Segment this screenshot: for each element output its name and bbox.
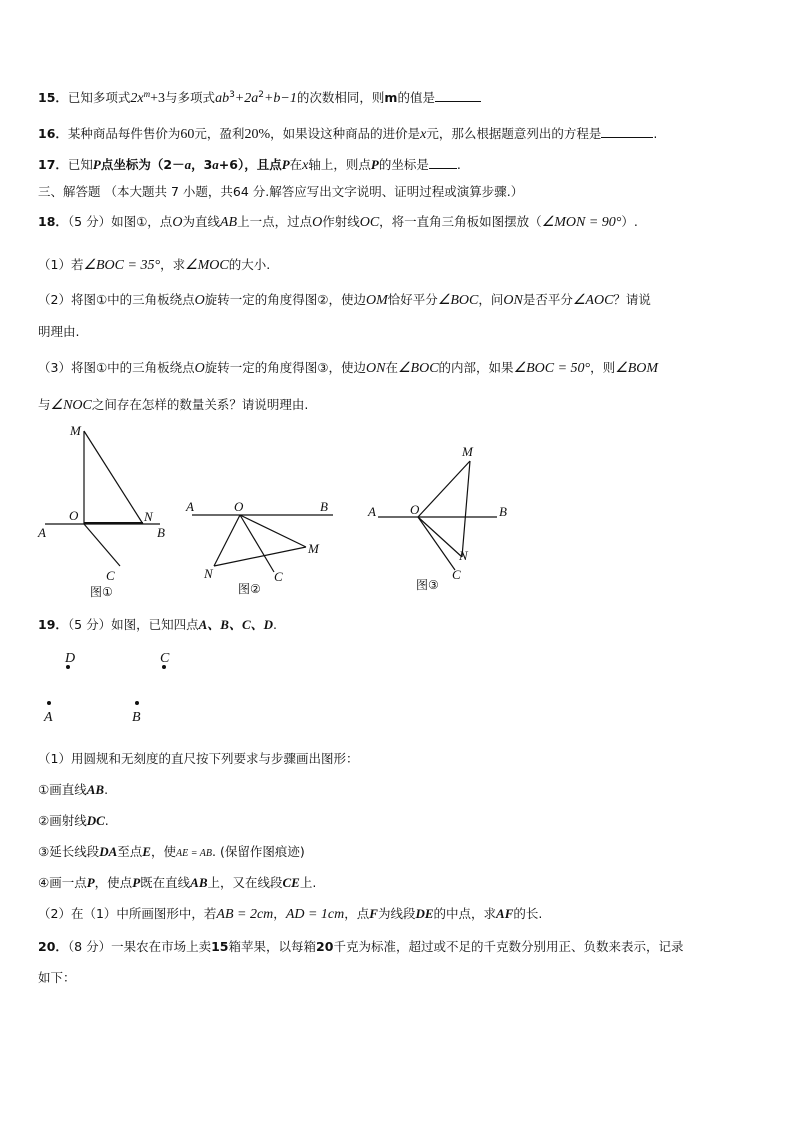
q17-x: x	[302, 158, 309, 173]
q19-s4g: . (保留作图痕迹)	[212, 844, 305, 859]
q18-part-2	[38, 290, 651, 309]
q18-p2-e: 是否平分	[522, 292, 573, 307]
q20-text-2: 箱苹果，以每箱	[228, 939, 317, 954]
q18-p3-d: 的内部，如果	[438, 360, 514, 375]
q19-s5e: 既在直线	[140, 875, 191, 890]
fig3-label-n: N	[459, 548, 468, 563]
q19-s5b: P	[86, 875, 95, 890]
q18-part-3-cont	[38, 395, 308, 414]
q18-angle-bom: ∠BOM	[615, 361, 659, 376]
q15-m: m	[384, 90, 398, 105]
q15-exp3: 3	[229, 89, 235, 100]
q18-p3-g: 之间存在怎样的数量关系？请说明理由.	[91, 397, 309, 412]
q17-P: P	[92, 157, 101, 172]
q18-score: （5 分）	[67, 214, 112, 229]
q18-number: 18．	[38, 214, 68, 229]
q19-s6a: （2）在（1）中所画图形中，若	[38, 906, 217, 921]
q18-p2-b: 旋转一定的角度得图②，使边	[204, 292, 367, 307]
q18-angle-boc50: ∠BOC = 50°	[513, 361, 591, 376]
q19-part-2	[38, 904, 542, 923]
q15-text-2: 与多项式	[165, 90, 216, 105]
q20-text-1: 一果农在市场上卖	[111, 939, 212, 954]
q19-s2a: ①画直线	[38, 782, 87, 797]
q17-answer-blank[interactable]	[429, 168, 457, 169]
q18-p3-c: 在	[385, 360, 398, 375]
q18-text-1: 如图①，点	[111, 214, 173, 229]
fig1-label-o: O	[69, 508, 79, 523]
q20-number: 20．	[38, 939, 68, 954]
q19-points: A、B、C、D	[198, 617, 274, 632]
q18-p3-e: ，则	[590, 360, 616, 375]
q16-text-3: ，如果设这种商品的进价是	[270, 126, 421, 141]
fig2-side-nm	[214, 547, 306, 566]
q19-step-2	[38, 780, 108, 798]
fig3-label-a: A	[368, 504, 376, 519]
q20-n20: 20	[316, 939, 334, 954]
q16-price: 60	[180, 127, 195, 142]
q17-text-6: 轴上，则点	[308, 157, 371, 172]
q18-O2: O	[312, 215, 323, 230]
fig2-label-b: B	[320, 499, 328, 514]
section-3-text: 三、解答题 （本大题共 7 小题，共64 分.解答应写出文字说明、证明过程或演算步骤.）	[38, 184, 524, 199]
q16-rate: 20%	[244, 127, 271, 142]
q17-text-1: 已知	[67, 157, 93, 172]
q19-s1: （1）用圆规和无刻度的直尺按下列要求与步骤画出图形：	[38, 751, 359, 766]
q15-answer-blank[interactable]	[435, 101, 481, 102]
point-b	[135, 701, 139, 705]
q15-text-4: 的值是	[397, 90, 435, 105]
fig3-label-b: B	[499, 504, 507, 519]
fig2-label-n: N	[204, 566, 213, 581]
fig1-ray-oc	[84, 524, 120, 566]
q19-s4d: E	[142, 844, 151, 859]
q17-text-5: 在	[289, 157, 303, 172]
q18-part-1	[38, 255, 270, 274]
q19-s6f: F	[369, 906, 378, 921]
q16-tail: .	[653, 126, 658, 141]
point-c-label: C	[160, 651, 170, 666]
fig3-side-on	[418, 517, 462, 557]
q18-O3: O	[194, 293, 205, 308]
section-3-heading	[38, 182, 523, 200]
q19-step-3	[38, 811, 109, 829]
q18-text-4: 作射线	[322, 214, 360, 229]
q16-text-4: 元，那么根据题意列出的方程是	[426, 126, 602, 141]
q18-p2-c: 恰好平分	[387, 292, 438, 307]
fig3-label-o: O	[410, 502, 420, 517]
q15-poly2a: ab	[215, 91, 230, 106]
q18-part-3	[38, 358, 658, 377]
q18-p1-a: （1）若	[38, 257, 84, 272]
q19-s6j: AF	[496, 906, 514, 921]
q17-tail: .	[456, 157, 461, 172]
q17-text-7: 的坐标是	[378, 157, 429, 172]
fig2-label-m: M	[308, 541, 319, 556]
q15-text-1: 已知多项式	[67, 90, 131, 105]
q17-text-3: ，3	[191, 157, 213, 172]
q18-angle-noc: ∠NOC	[50, 398, 92, 413]
q18-p2-d: ，问	[478, 292, 504, 307]
q17-P2: P	[281, 157, 290, 172]
question-20-cont	[38, 968, 76, 986]
fig1-label-b: B	[157, 525, 165, 540]
q19-s5i: 上.	[299, 875, 317, 890]
q19-s6g: 为线段	[377, 906, 416, 921]
q19-s4f: AE = AB	[175, 848, 212, 859]
q18-O: O	[172, 215, 183, 230]
q18-p1-c: 的大小.	[228, 257, 271, 272]
q19-step-5	[38, 873, 316, 891]
question-18	[38, 212, 638, 231]
q19-s6b: AB = 2cm	[216, 907, 274, 922]
q18-angle-boc: ∠BOC	[437, 293, 479, 308]
q17-text-4: +6），且点	[218, 157, 282, 172]
q19-step-1	[38, 749, 358, 767]
q16-x: x	[420, 127, 427, 142]
q19-step-4	[38, 842, 305, 860]
q18-p3-b: 旋转一定的角度得图③，使边	[204, 360, 367, 375]
point-a-label: A	[44, 710, 53, 725]
q18-p2-a: （2）将图①中的三角板绕点	[38, 292, 195, 307]
q15-exp-m: m	[143, 88, 151, 99]
q19-s2c: .	[104, 782, 109, 797]
q18-p3-a: （3）将图①中的三角板绕点	[38, 360, 195, 375]
q15-number: 15．	[38, 90, 68, 105]
q20-text-3: 千克为标准，超过或不足的千克数分别用正、负数来表示，记录	[333, 939, 684, 954]
q19-s5a: ④画一点	[38, 875, 87, 890]
point-b-label: B	[132, 710, 141, 725]
q19-figure	[0, 640, 260, 730]
q18-p1-b: ，求	[160, 257, 186, 272]
fig3-label-c: C	[452, 567, 461, 582]
fig2-label-c: C	[274, 569, 283, 584]
q17-a1: a	[184, 157, 192, 172]
q18-part-2-cont	[38, 322, 79, 340]
q19-text-1: 如图，已知四点	[111, 617, 199, 632]
q19-s3b: DC	[86, 813, 105, 828]
q15-poly2b: +2a	[234, 91, 259, 106]
q18-text-5: ，将一直角三角板如图摆放（	[379, 214, 542, 229]
q15-poly2c: +b−1	[263, 91, 297, 106]
q18-text-3: 上一点，过点	[237, 214, 313, 229]
q16-text-2: 元，盈利	[194, 126, 245, 141]
q19-s6e: ，点	[344, 906, 370, 921]
q20-text-4: 如下：	[38, 970, 76, 985]
fig2-caption: 图②	[238, 582, 261, 596]
q16-answer-blank[interactable]	[601, 137, 653, 138]
fig3-side-mn	[462, 461, 470, 557]
fig1-caption: 图①	[90, 585, 113, 599]
q19-s6h: DE	[415, 906, 434, 921]
q18-text-2: 为直线	[182, 214, 220, 229]
q19-s6c: ，	[273, 906, 286, 921]
q19-s3a: ②画射线	[38, 813, 87, 828]
q18-AB: AB	[219, 215, 238, 230]
point-a	[47, 701, 51, 705]
q19-s5h: CE	[282, 875, 300, 890]
q18-angle-aoc: ∠AOC	[572, 293, 614, 308]
fig1-label-a: A	[38, 525, 46, 540]
fig3-caption: 图③	[416, 578, 439, 592]
q17-number: 17．	[38, 157, 68, 172]
fig2-side-on	[214, 515, 240, 566]
q18-angle-boc35: ∠BOC = 35°	[83, 258, 161, 273]
question-15	[38, 88, 481, 107]
q18-p2-g: 明理由.	[38, 324, 80, 339]
q19-s3c: .	[104, 813, 109, 828]
q18-O4: O	[194, 361, 205, 376]
q17-text-2: 点坐标为（2－	[100, 157, 185, 172]
fig1-label-m: M	[70, 423, 81, 438]
q19-s5f: AB	[190, 875, 208, 890]
fig3-label-m: M	[462, 444, 473, 459]
fig3-side-om	[418, 461, 470, 517]
q19-s2b: AB	[86, 782, 105, 797]
q19-s4b: DA	[99, 844, 118, 859]
q18-angle-moc: ∠MOC	[185, 258, 229, 273]
q20-n15: 15	[211, 939, 229, 954]
question-19	[38, 614, 277, 633]
fig2-label-o: O	[234, 499, 244, 514]
q15-plus3: +3	[150, 91, 166, 106]
q19-s5d: P	[132, 875, 141, 890]
fig1-hypotenuse-mn	[84, 431, 143, 524]
q19-s6d: AD = 1cm	[285, 907, 345, 922]
fig3-ray-oc	[418, 517, 455, 570]
q18-OC: OC	[359, 215, 380, 230]
q16-number: 16．	[38, 126, 68, 141]
q18-p3-f: 与	[38, 397, 51, 412]
q18-ON2: ON	[366, 361, 386, 376]
q18-OM: OM	[366, 293, 388, 308]
q15-text-3: 的次数相同，则	[296, 90, 385, 105]
q18-p2-f: ？请说	[613, 292, 651, 307]
q19-score: （5 分）	[67, 617, 112, 632]
q19-s6k: 的长.	[513, 906, 543, 921]
q18-figures	[0, 415, 794, 605]
q18-angle-mon: ∠MON = 90°	[541, 215, 622, 230]
q17-P3: P	[370, 157, 379, 172]
q18-ON: ON	[503, 293, 523, 308]
question-17	[38, 155, 461, 174]
point-d-label: D	[65, 651, 76, 666]
q19-number: 19．	[38, 617, 68, 632]
q20-score: （8 分）	[67, 939, 112, 954]
q18-text-6: ）.	[621, 214, 638, 229]
q19-tail: .	[273, 617, 277, 632]
q19-s4c: 至点	[117, 844, 143, 859]
q15-poly1: 2x	[130, 91, 144, 106]
q18-angle-boc2: ∠BOC	[397, 361, 439, 376]
q19-s4e: ，使	[150, 844, 176, 859]
fig1-label-c: C	[106, 568, 115, 583]
fig1-label-n: N	[144, 509, 153, 524]
q16-text-1: 某种商品每件售价为	[67, 126, 181, 141]
q19-s5g: 上，又在线段	[207, 875, 283, 890]
q17-a2: a	[212, 157, 219, 172]
question-20	[38, 937, 683, 955]
q19-s5c: ，使点	[94, 875, 133, 890]
question-16	[38, 124, 657, 143]
fig2-label-a: A	[186, 499, 194, 514]
q19-s6i: 的中点，求	[433, 906, 497, 921]
q19-s4a: ③延长线段	[38, 844, 100, 859]
q15-exp2: 2	[258, 89, 264, 100]
